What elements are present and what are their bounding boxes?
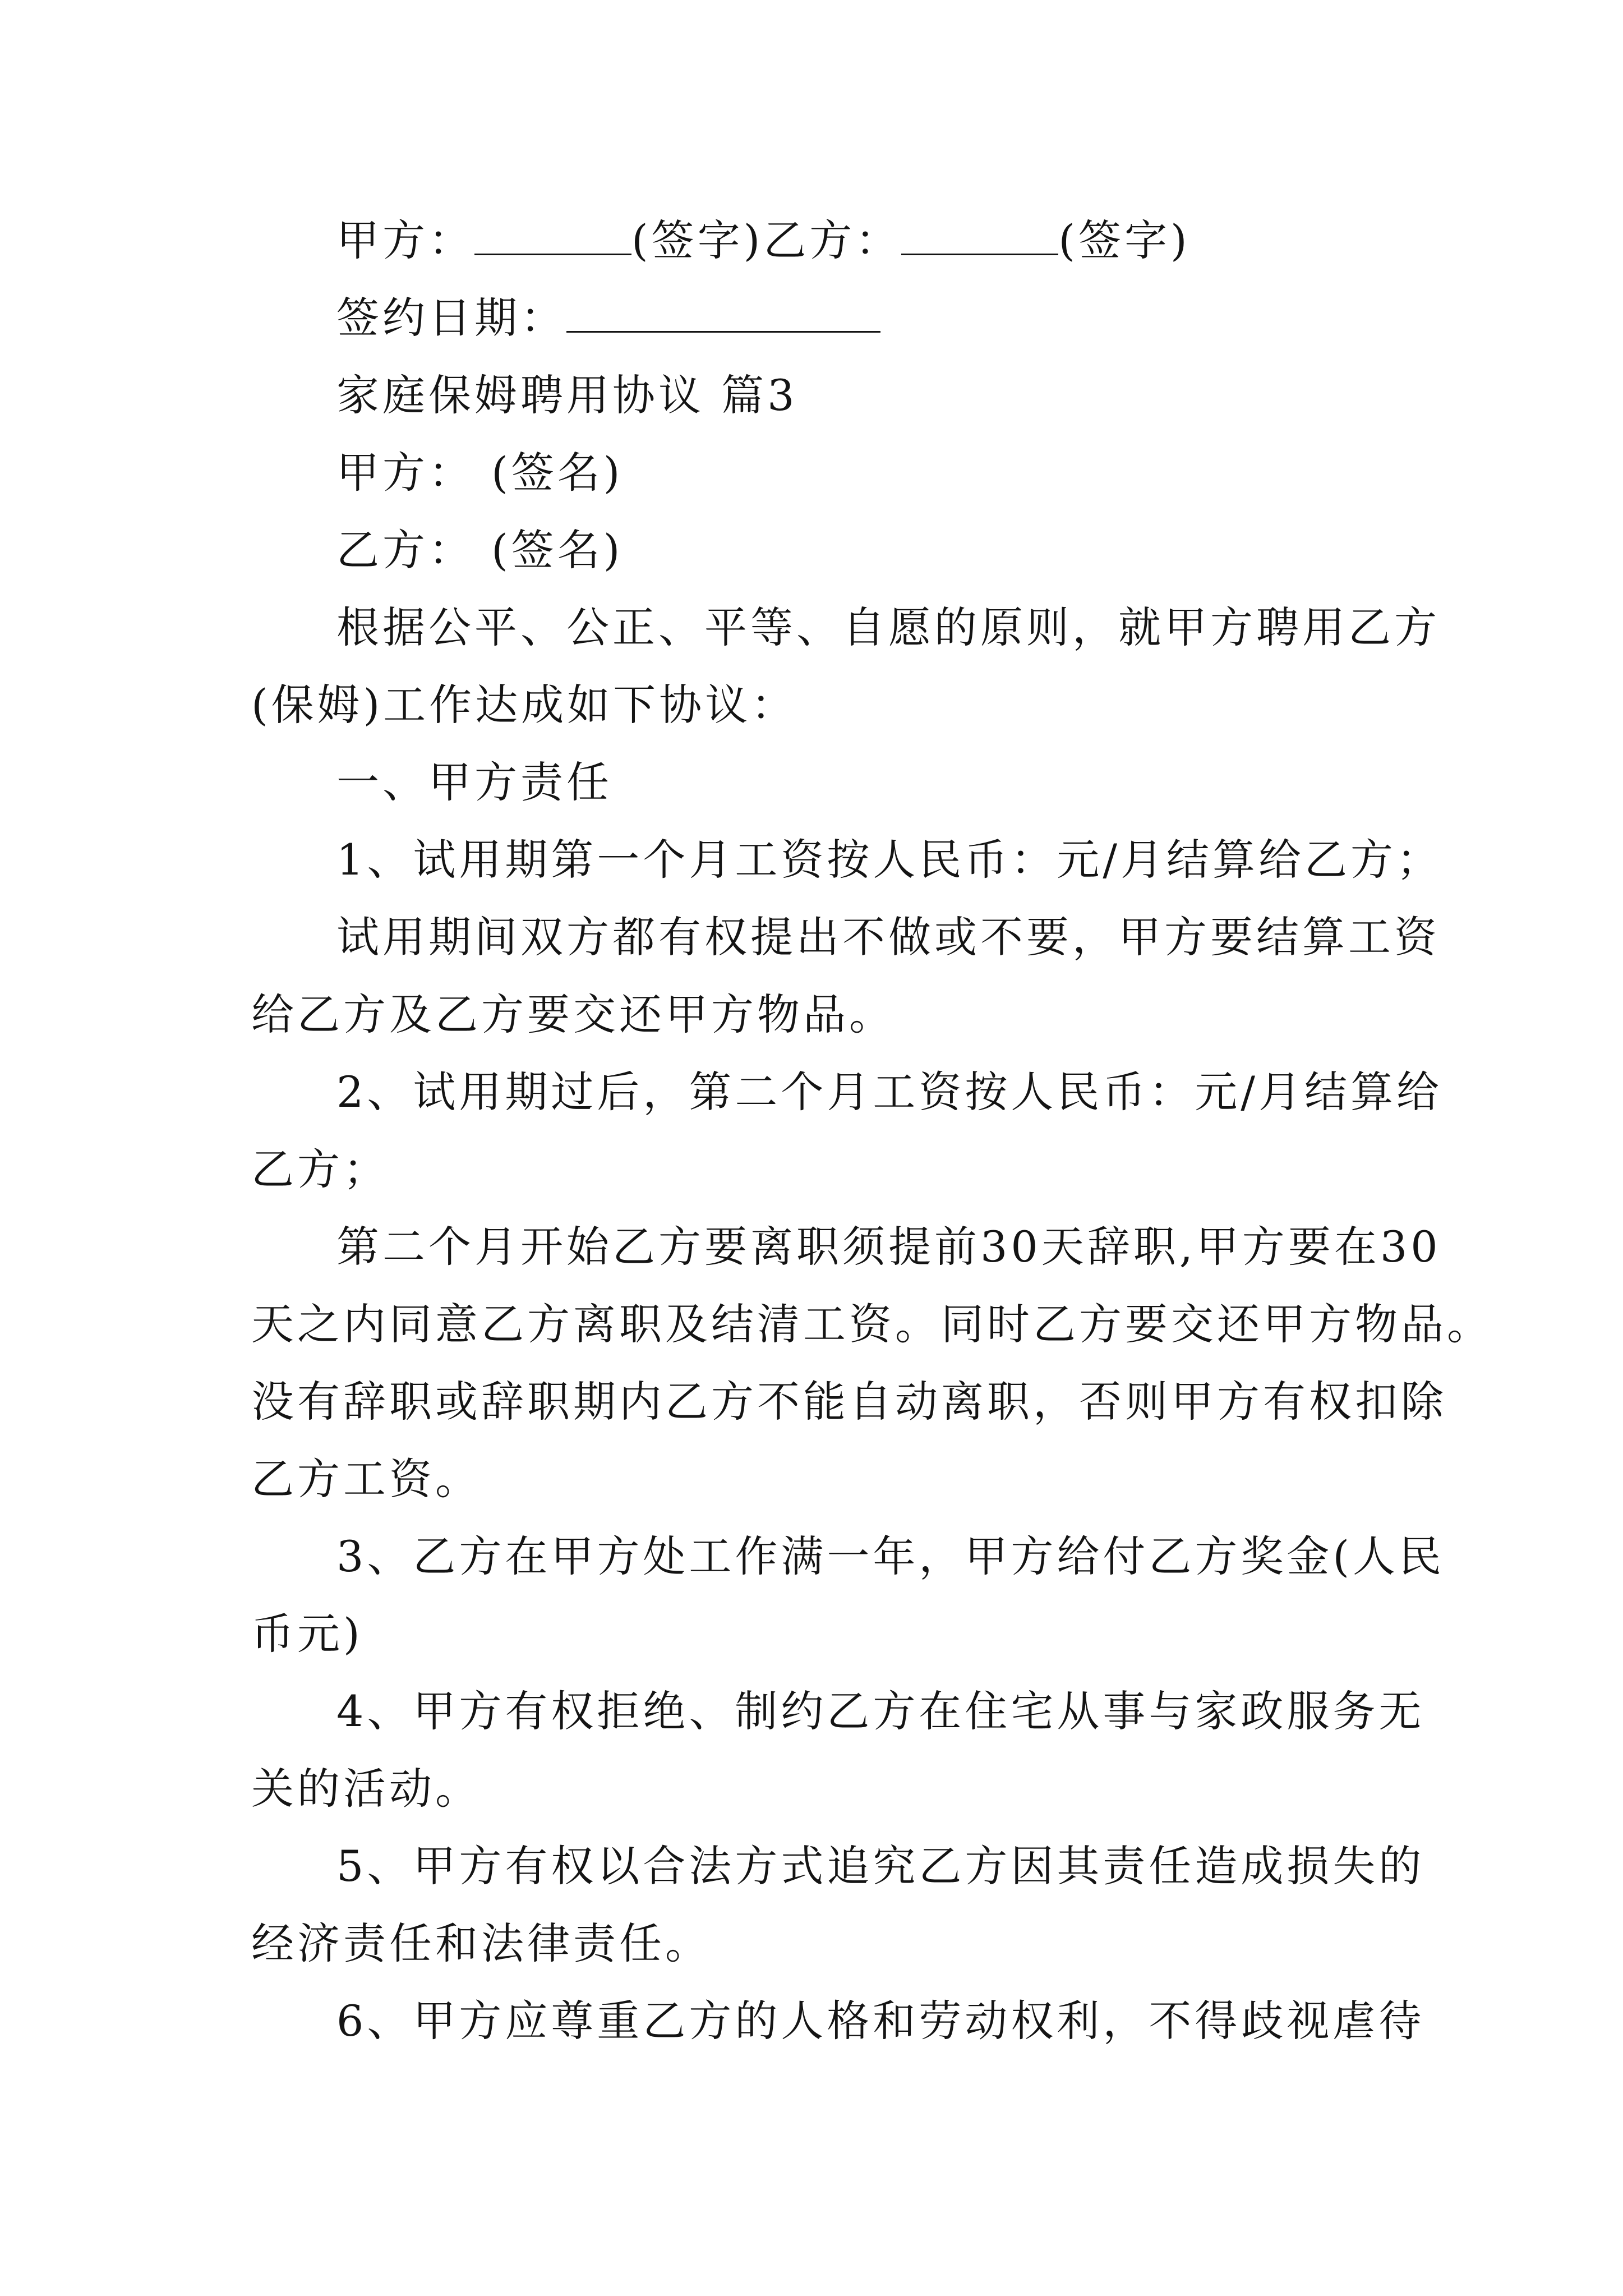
date-blank [566, 296, 880, 333]
section-title: 家庭保姆聘用协议 篇3 [336, 370, 798, 420]
paragraph-line: 1、试用期第一个月工资按人民币：元/月结算给乙方； [336, 835, 1442, 885]
date-label: 签约日期： [336, 293, 566, 343]
paragraph-line: 2、试用期过后，第二个月工资按人民币：元/月结算给 [336, 1067, 1442, 1117]
paragraph-line: 乙方； [251, 1144, 389, 1194]
paragraph-line: 天之内同意乙方离职及结清工资。同时乙方要交还甲方物品。 [251, 1299, 1493, 1349]
paragraph-line: 给乙方及乙方要交还甲方物品。 [251, 990, 895, 1039]
party-b-signature-blank [901, 219, 1058, 255]
paragraph-line: 试用期间双方都有权提出不做或不要，甲方要结算工资 [336, 912, 1440, 962]
party-a-label: 甲方： [336, 215, 474, 265]
paragraph-line: 4、甲方有权拒绝、制约乙方在住宅从事与家政服务无 [336, 1686, 1425, 1736]
paragraph-line: (保姆)工作达成如下协议： [251, 680, 797, 730]
paragraph-line: 没有辞职或辞职期内乙方不能自动离职，否则甲方有权扣除 [251, 1377, 1447, 1427]
paragraph-line: 5、甲方有权以合法方式追究乙方因其责任造成损失的 [336, 1841, 1425, 1891]
paragraph-line: 乙方工资。 [251, 1454, 481, 1504]
section-heading: 一、甲方责任 [336, 757, 612, 807]
document-body [251, 202, 1493, 2060]
paragraph-line: 币元) [251, 1609, 363, 1659]
party-b-sign-note: (签字) [1058, 215, 1191, 265]
party-a-line: 甲方： (签名) [336, 448, 624, 498]
paragraph-line: 经济责任和法律责任。 [251, 1918, 711, 1968]
party-b-label: 乙方： [763, 215, 902, 265]
paragraph-line: 根据公平、公正、平等、自愿的原则，就甲方聘用乙方 [336, 602, 1440, 652]
paragraph-line: 第二个月开始乙方要离职须提前30天辞职,甲方要在30 [336, 1222, 1441, 1272]
paragraph-line: 6、甲方应尊重乙方的人格和劳动权利，不得歧视虐待 [336, 1996, 1425, 2046]
party-a-signature-blank [474, 219, 631, 255]
date-line [251, 279, 1373, 357]
paragraph-line: 关的活动。 [251, 1764, 481, 1814]
party-b-line: 乙方： (签名) [336, 525, 624, 575]
paragraph-line: 3、乙方在甲方处工作满一年，甲方给付乙方奖金(人民 [336, 1531, 1445, 1581]
signature-line [251, 202, 1373, 279]
party-a-sign-note: (签字) [631, 215, 764, 265]
